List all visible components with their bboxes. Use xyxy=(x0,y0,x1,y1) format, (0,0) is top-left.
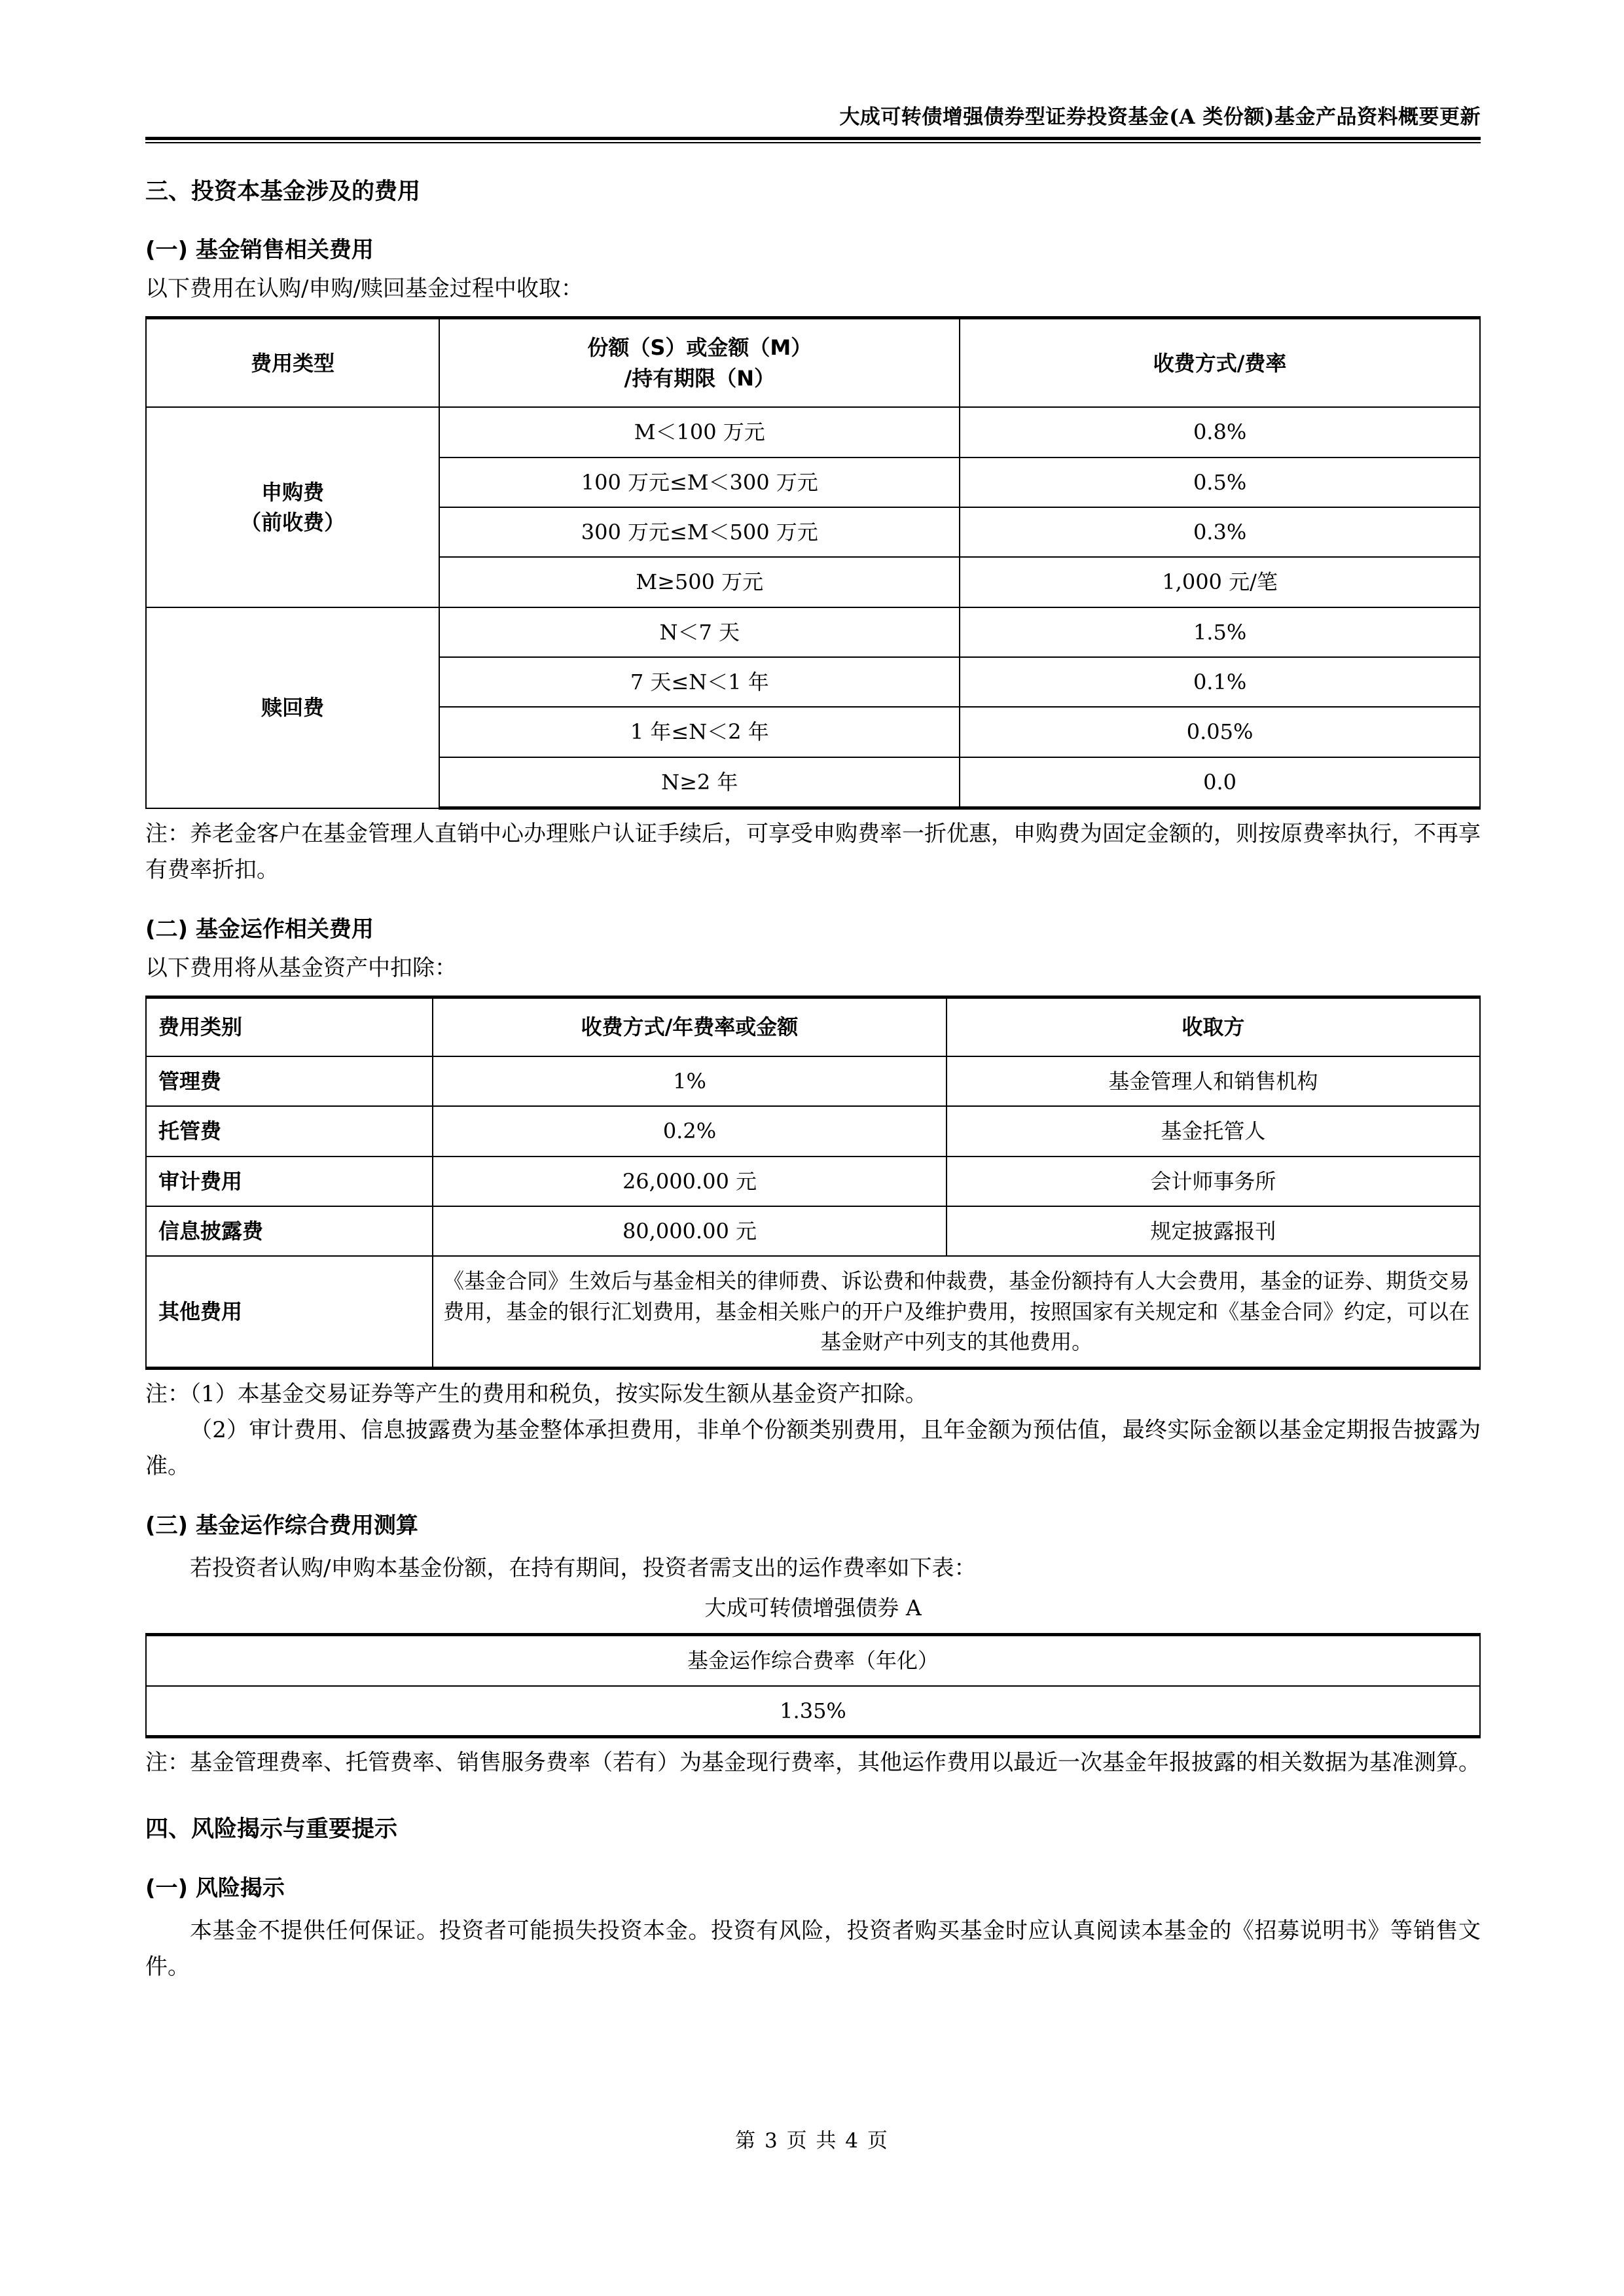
cell-condition: 300 万元≤M＜500 万元 xyxy=(439,507,960,557)
cell-rate: 80,000.00 元 xyxy=(433,1206,947,1256)
cell-condition: M≥500 万元 xyxy=(439,557,960,607)
cell-condition: N≥2 年 xyxy=(439,757,960,808)
cell-rate: 26,000.00 元 xyxy=(433,1157,947,1206)
cell-payee: 会计师事务所 xyxy=(947,1157,1480,1206)
table-header-row xyxy=(146,1635,1480,1686)
table-row xyxy=(146,1686,1480,1737)
cell-payee: 规定披露报刊 xyxy=(947,1206,1480,1256)
cell-rate: 0.3% xyxy=(960,507,1480,557)
running-header xyxy=(145,0,1481,130)
cell-category: 托管费 xyxy=(146,1106,433,1156)
col-header-amount-period xyxy=(439,318,960,407)
table-row xyxy=(146,607,1480,657)
col-header-comprehensive-rate: 基金运作综合费率（年化） xyxy=(146,1635,1480,1686)
cell-rate: 1% xyxy=(433,1056,947,1106)
subsection-heading-3-1: (一) 基金销售相关费用 xyxy=(145,237,374,264)
comprehensive-fee-intro: 若投资者认购/申购本基金份额，在持有期间，投资者需支出的运作费率如下表： xyxy=(190,1554,977,1581)
row-header-redemption-fee: 赎回费 xyxy=(146,607,439,808)
sales-fee-intro: 以下费用在认购/申购/赎回基金过程中收取： xyxy=(145,276,583,302)
table-row xyxy=(146,1056,1480,1106)
operation-fee-note-2: （2）审计费用、信息披露费为基金整体承担费用，非单个份额类别费用，且年金额为预估值，最终实际金额以基金定期报告披露为准。 xyxy=(145,1416,1481,1479)
operation-fee-note-1: 注：（1）本基金交易证券等产生的费用和税负，按实际发生额从基金资产扣除。 xyxy=(145,1380,928,1407)
header-divider xyxy=(145,137,1481,143)
cell-condition: M＜100 万元 xyxy=(439,407,960,457)
col-header-charge-method: 收费方式/年费率或金额 xyxy=(433,997,947,1056)
cell-rate: 0.05% xyxy=(960,707,1480,757)
row-header-subscription-fee-line1: 申购费 xyxy=(261,479,325,505)
col-header-amount-line1: 份额（S）或金额（M） xyxy=(587,335,812,361)
col-header-fee-category: 费用类别 xyxy=(146,997,433,1056)
running-header-title: 大成可转债增强债券型证券投资基金(A 类份额)基金产品资料概要更新 xyxy=(839,105,1481,129)
subsection-heading-3-2: (二) 基金运作相关费用 xyxy=(145,916,374,943)
cell-condition: 7 天≤N＜1 年 xyxy=(439,657,960,707)
table-row xyxy=(146,407,1480,457)
fund-share-class-name: 大成可转债增强债券 A xyxy=(704,1594,922,1621)
cell-other-fee-description: 《基金合同》生效后与基金相关的律师费、诉讼费和仲裁费，基金份额持有人大会费用，基金的证券、期货交易费用，基金的银行汇划费用，基金相关账户的开户及维护费用，按照国家有关规定和《基金合同》约定，可以在基金财产中列支的其他费用。 xyxy=(433,1256,1480,1368)
cell-payee: 基金管理人和销售机构 xyxy=(947,1056,1480,1106)
section-heading-3: 三、投资本基金涉及的费用 xyxy=(145,178,421,205)
table-row xyxy=(146,1206,1480,1256)
subsection-heading-4-1: (一) 风险揭示 xyxy=(145,1874,285,1901)
table-row xyxy=(146,1157,1480,1206)
cell-category: 信息披露费 xyxy=(146,1206,433,1256)
cell-rate: 0.8% xyxy=(960,407,1480,457)
cell-rate: 1,000 元/笔 xyxy=(960,557,1480,607)
row-header-subscription-fee xyxy=(146,407,439,607)
cell-category: 管理费 xyxy=(146,1056,433,1106)
operation-fee-table xyxy=(145,996,1481,1369)
cell-rate: 0.5% xyxy=(960,457,1480,507)
row-header-subscription-fee-line2: （前收费） xyxy=(240,509,346,535)
sales-fee-table xyxy=(145,316,1481,810)
operation-fee-intro: 以下费用将从基金资产中扣除： xyxy=(145,955,457,982)
col-header-payee: 收取方 xyxy=(947,997,1480,1056)
cell-rate: 0.0 xyxy=(960,757,1480,808)
page-content xyxy=(145,0,1481,1985)
cell-rate: 1.5% xyxy=(960,607,1480,657)
cell-category-other-fee: 其他费用 xyxy=(146,1256,433,1368)
cell-condition: 1 年≤N＜2 年 xyxy=(439,707,960,757)
comprehensive-fee-note: 注：基金管理费率、托管费率、销售服务费率（若有）为基金现行费率，其他运作费用以最近一次基金年报披露的相关数据为基准测算。 xyxy=(145,1749,1481,1776)
col-header-fee-type: 费用类型 xyxy=(146,318,439,407)
col-header-charge-rate: 收费方式/费率 xyxy=(960,318,1480,407)
risk-disclosure-paragraph: 本基金不提供任何保证。投资者可能损失投资本金。投资有风险，投资者购买基金时应认真阅读本基金的《招募说明书》等销售文件。 xyxy=(145,1917,1481,1980)
cell-payee: 基金托管人 xyxy=(947,1106,1480,1156)
subsection-heading-3-3: (三) 基金运作综合费用测算 xyxy=(145,1512,418,1539)
table-row xyxy=(146,1256,1480,1368)
cell-category: 审计费用 xyxy=(146,1157,433,1206)
table-header-row xyxy=(146,997,1480,1056)
cell-comprehensive-rate-value: 1.35% xyxy=(146,1686,1480,1737)
comprehensive-fee-table xyxy=(145,1633,1481,1738)
cell-rate: 0.2% xyxy=(433,1106,947,1156)
cell-condition: 100 万元≤M＜300 万元 xyxy=(439,457,960,507)
section-heading-4: 四、风险揭示与重要提示 xyxy=(145,1816,398,1843)
col-header-amount-line2: /持有期限（N） xyxy=(624,365,775,391)
table-row xyxy=(146,1106,1480,1156)
cell-rate: 0.1% xyxy=(960,657,1480,707)
page-footer xyxy=(0,2124,1624,2153)
sales-fee-note: 注：养老金客户在基金管理人直销中心办理账户认证手续后，可享受申购费率一折优惠，申购费为固定金额的，则按原费率执行，不再享有费率折扣。 xyxy=(145,821,1481,884)
table-header-row xyxy=(146,318,1480,407)
cell-condition: N＜7 天 xyxy=(439,607,960,657)
page-number-label: 第 3 页 共 4 页 xyxy=(735,2129,889,2153)
